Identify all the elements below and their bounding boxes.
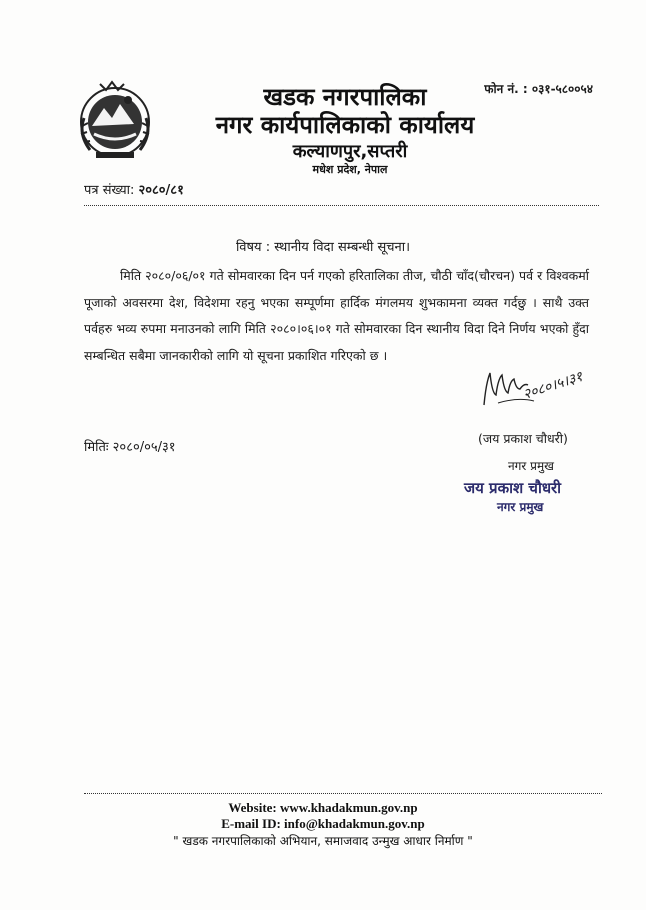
notice-body: मिति २०८०/०६/०१ गते सोमवारका दिन पर्न गएको हरितालिका तीज, चौठी चाँद(चौरचन) पर्व र विश्वकर्मा पूजाको अवसरमा देश, विदेशमा रहनु भएका सम्पूर्णमा हार्दिक मंगलमय शुभकामना व्यक्त गर्दछु । साथै उक्त पर्वहरु भव्य रुपमा मनाउनको लागि मिति २०८०।०६।०१ गते सोमवारका दिन स्थानीय विदा दिने निर्णय भएको हुँदा सम्बन्धित सबैमा जानकारीको लागि यो सूचना प्रकाशित गरिएको छ । (84, 268, 589, 363)
province-country: मधेश प्रदेश, नेपाल (312, 163, 388, 176)
signature-date: २०८०।५।३१ (521, 368, 585, 404)
municipality-name: खडक नगरपालिका (263, 83, 427, 111)
phone-number: फोन नं. : ०३१-५८००५४ (484, 82, 593, 96)
municipality-emblem-icon (76, 78, 154, 160)
signatory-title: नगर प्रमुख (508, 459, 554, 473)
footer-website: Website: www.khadakmun.gov.np (228, 800, 418, 815)
footer-slogan: " खडक नगरपालिकाको अभियान, समाजवाद उन्मुख आधार निर्माण " (173, 834, 473, 848)
office-location: कल्याणपुर,सप्तरी (292, 141, 408, 162)
stamp-name: जय प्रकाश चौधरी (464, 479, 562, 497)
footer-email: E-mail ID: info@khadakmun.gov.np (221, 816, 425, 831)
notice-date: मितिः २०८०/०५/३१ (84, 440, 176, 455)
reference-number (84, 180, 184, 198)
notice-subject: विषय : स्थानीय विदा सम्बन्धी सूचना। (235, 240, 411, 255)
signatory-name: (जय प्रकाश चौधरी) (478, 431, 568, 446)
stamp-title: नगर प्रमुख (497, 500, 544, 514)
reference-value: २०८०/८१ (138, 183, 184, 198)
office-name: नगर कार्यपालिकाको कार्यालय (215, 111, 475, 139)
header-divider (84, 205, 599, 206)
footer-divider (84, 793, 602, 794)
reference-label: पत्र संख्या: (84, 183, 135, 198)
